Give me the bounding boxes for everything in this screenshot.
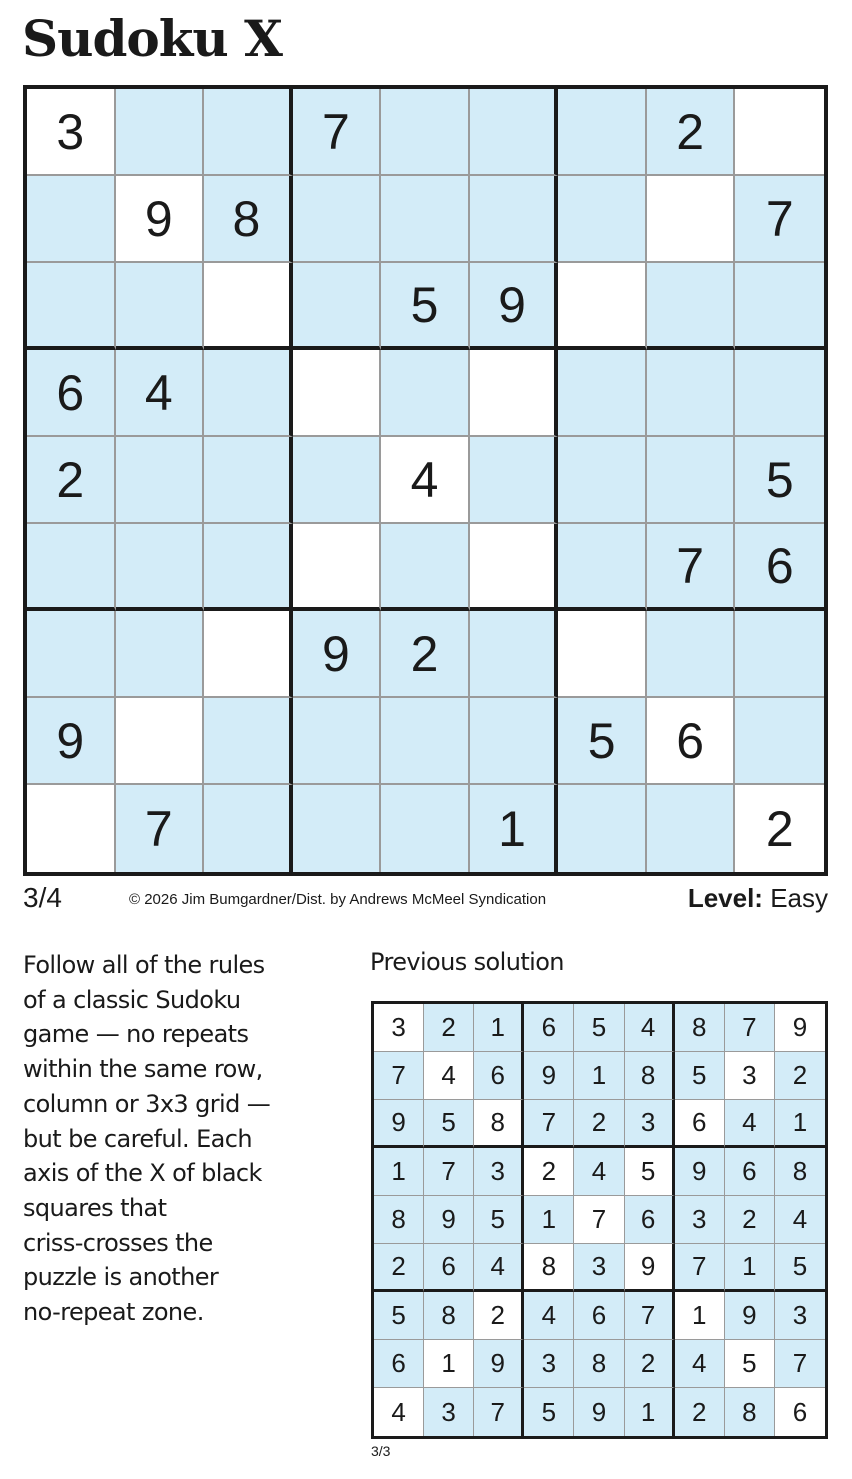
sudoku-cell[interactable] xyxy=(293,350,382,437)
solution-cell: 6 xyxy=(574,1292,624,1340)
solution-cell: 5 xyxy=(524,1388,574,1436)
rules-line: of a classic Sudoku xyxy=(23,985,241,1014)
sudoku-cell[interactable] xyxy=(735,611,824,698)
sudoku-cell[interactable] xyxy=(204,89,293,176)
solution-cell: 2 xyxy=(424,1004,474,1052)
solution-cell: 2 xyxy=(775,1052,825,1100)
solution-cell: 4 xyxy=(524,1292,574,1340)
sudoku-cell[interactable] xyxy=(293,698,382,785)
sudoku-cell[interactable]: 2 xyxy=(27,437,116,524)
rules-line: but be careful. Each xyxy=(23,1124,252,1153)
solution-cell: 3 xyxy=(725,1052,775,1100)
solution-cell: 1 xyxy=(374,1148,424,1196)
solution-cell: 1 xyxy=(675,1292,725,1340)
sudoku-cell[interactable]: 4 xyxy=(381,437,470,524)
solution-cell: 4 xyxy=(424,1052,474,1100)
sudoku-cell[interactable]: 9 xyxy=(470,263,559,350)
solution-cell: 8 xyxy=(374,1196,424,1244)
previous-solution-grid xyxy=(371,1001,828,1439)
rules-line: criss-crosses the xyxy=(23,1228,213,1257)
solution-cell: 5 xyxy=(625,1148,675,1196)
sudoku-cell[interactable] xyxy=(647,263,736,350)
solution-cell: 8 xyxy=(725,1388,775,1436)
sudoku-cell[interactable]: 3 xyxy=(27,89,116,176)
sudoku-cell[interactable] xyxy=(27,611,116,698)
sudoku-cell[interactable] xyxy=(293,263,382,350)
solution-cell: 8 xyxy=(474,1100,524,1148)
solution-cell: 2 xyxy=(374,1244,424,1292)
solution-cell: 8 xyxy=(675,1004,725,1052)
rules-line: puzzle is another xyxy=(23,1263,219,1292)
sudoku-cell[interactable] xyxy=(558,350,647,437)
solution-cell: 5 xyxy=(675,1052,725,1100)
sudoku-cell[interactable] xyxy=(27,785,116,872)
sudoku-cell[interactable] xyxy=(116,89,205,176)
sudoku-cell[interactable] xyxy=(647,785,736,872)
rules-line: within the same row, xyxy=(23,1055,263,1084)
sudoku-cell[interactable]: 6 xyxy=(647,698,736,785)
solution-cell: 6 xyxy=(474,1052,524,1100)
solution-cell: 4 xyxy=(625,1004,675,1052)
solution-cell: 8 xyxy=(524,1244,574,1292)
sudoku-cell[interactable] xyxy=(735,263,824,350)
solution-cell: 1 xyxy=(574,1052,624,1100)
solution-cell: 2 xyxy=(675,1388,725,1436)
solution-cell: 9 xyxy=(524,1052,574,1100)
sudoku-cell[interactable]: 7 xyxy=(647,524,736,611)
solution-cell: 2 xyxy=(625,1340,675,1388)
sudoku-cell[interactable] xyxy=(116,611,205,698)
solution-cell: 7 xyxy=(675,1244,725,1292)
sudoku-cell[interactable] xyxy=(204,263,293,350)
solution-cell: 5 xyxy=(775,1244,825,1292)
sudoku-cell[interactable] xyxy=(116,263,205,350)
solution-cell: 4 xyxy=(775,1196,825,1244)
sudoku-cell[interactable]: 2 xyxy=(381,611,470,698)
sudoku-cell[interactable]: 8 xyxy=(204,176,293,263)
sudoku-cell[interactable] xyxy=(470,611,559,698)
solution-cell: 7 xyxy=(474,1388,524,1436)
rules-line: column or 3x3 grid — xyxy=(23,1089,271,1118)
sudoku-cell[interactable]: 5 xyxy=(735,437,824,524)
sudoku-cell[interactable] xyxy=(558,176,647,263)
solution-cell: 1 xyxy=(424,1340,474,1388)
sudoku-cell[interactable]: 1 xyxy=(470,785,559,872)
sudoku-cell[interactable] xyxy=(293,785,382,872)
solution-cell: 4 xyxy=(675,1340,725,1388)
solution-cell: 7 xyxy=(574,1196,624,1244)
sudoku-cell[interactable] xyxy=(381,176,470,263)
sudoku-cell[interactable] xyxy=(558,263,647,350)
sudoku-cell[interactable] xyxy=(293,176,382,263)
sudoku-grid xyxy=(23,85,828,876)
sudoku-cell[interactable]: 9 xyxy=(27,698,116,785)
sudoku-cell[interactable] xyxy=(27,524,116,611)
sudoku-cell[interactable]: 9 xyxy=(116,176,205,263)
solution-cell: 2 xyxy=(574,1100,624,1148)
solution-cell: 3 xyxy=(625,1100,675,1148)
solution-cell: 5 xyxy=(725,1340,775,1388)
sudoku-cell[interactable] xyxy=(27,263,116,350)
rules-line: squares that xyxy=(23,1193,167,1222)
sudoku-cell[interactable] xyxy=(381,350,470,437)
sudoku-cell[interactable]: 4 xyxy=(116,350,205,437)
sudoku-cell[interactable] xyxy=(647,437,736,524)
solution-cell: 1 xyxy=(625,1388,675,1436)
sudoku-cell[interactable] xyxy=(204,698,293,785)
solution-cell: 7 xyxy=(424,1148,474,1196)
solution-cell: 6 xyxy=(424,1244,474,1292)
solution-cell: 6 xyxy=(625,1196,675,1244)
sudoku-cell[interactable] xyxy=(470,524,559,611)
sudoku-cell[interactable] xyxy=(647,611,736,698)
sudoku-cell[interactable]: 7 xyxy=(116,785,205,872)
solution-cell: 8 xyxy=(775,1148,825,1196)
solution-cell: 4 xyxy=(725,1100,775,1148)
solution-cell: 3 xyxy=(775,1292,825,1340)
sudoku-cell[interactable] xyxy=(647,176,736,263)
solution-cell: 3 xyxy=(424,1388,474,1436)
sudoku-cell[interactable] xyxy=(116,698,205,785)
puzzle-date: 3/4 xyxy=(23,882,62,913)
sudoku-cell[interactable]: 6 xyxy=(735,524,824,611)
solution-cell: 1 xyxy=(725,1244,775,1292)
solution-cell: 8 xyxy=(424,1292,474,1340)
solution-cell: 6 xyxy=(374,1340,424,1388)
sudoku-cell[interactable]: 7 xyxy=(735,176,824,263)
solution-cell: 9 xyxy=(675,1148,725,1196)
sudoku-cell[interactable] xyxy=(558,437,647,524)
sudoku-cell[interactable] xyxy=(470,350,559,437)
puzzle-title: Sudoku X xyxy=(22,9,282,68)
solution-cell: 1 xyxy=(775,1100,825,1148)
solution-cell: 9 xyxy=(574,1388,624,1436)
solution-cell: 5 xyxy=(374,1292,424,1340)
sudoku-cell[interactable] xyxy=(735,350,824,437)
sudoku-cell[interactable]: 2 xyxy=(647,89,736,176)
sudoku-cell[interactable] xyxy=(381,698,470,785)
solution-cell: 5 xyxy=(574,1004,624,1052)
solution-cell: 9 xyxy=(775,1004,825,1052)
solution-cell: 1 xyxy=(524,1196,574,1244)
puzzle-footer xyxy=(23,880,828,920)
solution-cell: 8 xyxy=(574,1340,624,1388)
sudoku-cell[interactable] xyxy=(470,89,559,176)
previous-solution-date: 3/3 xyxy=(371,1443,391,1459)
solution-cell: 5 xyxy=(474,1196,524,1244)
sudoku-cell[interactable] xyxy=(558,524,647,611)
sudoku-cell[interactable]: 5 xyxy=(558,698,647,785)
rules-text xyxy=(23,948,343,1330)
sudoku-cell[interactable] xyxy=(381,89,470,176)
solution-cell: 8 xyxy=(625,1052,675,1100)
sudoku-cell[interactable] xyxy=(647,350,736,437)
solution-cell: 6 xyxy=(675,1100,725,1148)
sudoku-cell[interactable] xyxy=(470,437,559,524)
sudoku-cell[interactable] xyxy=(470,176,559,263)
level-value: Easy xyxy=(762,883,828,913)
solution-cell: 3 xyxy=(474,1148,524,1196)
solution-cell: 3 xyxy=(374,1004,424,1052)
sudoku-cell[interactable]: 6 xyxy=(27,350,116,437)
sudoku-cell[interactable] xyxy=(735,698,824,785)
sudoku-cell[interactable] xyxy=(470,698,559,785)
solution-cell: 9 xyxy=(374,1100,424,1148)
sudoku-cell[interactable] xyxy=(204,350,293,437)
solution-cell: 2 xyxy=(524,1148,574,1196)
sudoku-cell[interactable] xyxy=(204,785,293,872)
solution-cell: 3 xyxy=(675,1196,725,1244)
solution-cell: 3 xyxy=(574,1244,624,1292)
sudoku-cell[interactable] xyxy=(558,785,647,872)
solution-cell: 9 xyxy=(725,1292,775,1340)
solution-cell: 3 xyxy=(524,1340,574,1388)
solution-cell: 7 xyxy=(524,1100,574,1148)
sudoku-cell[interactable] xyxy=(204,437,293,524)
solution-cell: 6 xyxy=(775,1388,825,1436)
solution-cell: 6 xyxy=(524,1004,574,1052)
rules-line: axis of the X of black xyxy=(23,1159,262,1188)
solution-cell: 9 xyxy=(424,1196,474,1244)
solution-cell: 4 xyxy=(474,1244,524,1292)
level-label: Level: xyxy=(687,883,763,913)
sudoku-cell[interactable]: 9 xyxy=(293,611,382,698)
solution-cell: 4 xyxy=(574,1148,624,1196)
difficulty-level xyxy=(688,883,828,914)
sudoku-cell[interactable] xyxy=(381,524,470,611)
solution-cell: 2 xyxy=(474,1292,524,1340)
sudoku-cell[interactable]: 2 xyxy=(735,785,824,872)
sudoku-cell[interactable] xyxy=(558,89,647,176)
sudoku-cell[interactable] xyxy=(27,176,116,263)
solution-cell: 7 xyxy=(625,1292,675,1340)
sudoku-cell[interactable] xyxy=(558,611,647,698)
rules-line: game — no repeats xyxy=(23,1020,249,1049)
sudoku-cell[interactable] xyxy=(204,524,293,611)
sudoku-cell[interactable] xyxy=(293,524,382,611)
previous-solution-heading: Previous solution xyxy=(370,948,564,976)
solution-cell: 7 xyxy=(775,1340,825,1388)
rules-line: no-repeat zone. xyxy=(23,1298,204,1327)
sudoku-cell[interactable] xyxy=(116,524,205,611)
copyright-notice: © 2026 Jim Bumgardner/Dist. by Andrews McMeel Syndication xyxy=(129,891,547,908)
sudoku-cell[interactable]: 5 xyxy=(381,263,470,350)
sudoku-cell[interactable] xyxy=(116,437,205,524)
solution-cell: 9 xyxy=(474,1340,524,1388)
solution-cell: 7 xyxy=(374,1052,424,1100)
solution-cell: 4 xyxy=(374,1388,424,1436)
solution-cell: 7 xyxy=(725,1004,775,1052)
solution-cell: 9 xyxy=(625,1244,675,1292)
solution-cell: 1 xyxy=(474,1004,524,1052)
sudoku-cell[interactable] xyxy=(381,785,470,872)
sudoku-cell[interactable] xyxy=(735,89,824,176)
rules-line: Follow all of the rules xyxy=(23,951,265,979)
solution-cell: 5 xyxy=(424,1100,474,1148)
sudoku-cell[interactable] xyxy=(293,437,382,524)
sudoku-cell[interactable]: 7 xyxy=(293,89,382,176)
solution-cell: 6 xyxy=(725,1148,775,1196)
sudoku-cell[interactable] xyxy=(204,611,293,698)
solution-cell: 2 xyxy=(725,1196,775,1244)
